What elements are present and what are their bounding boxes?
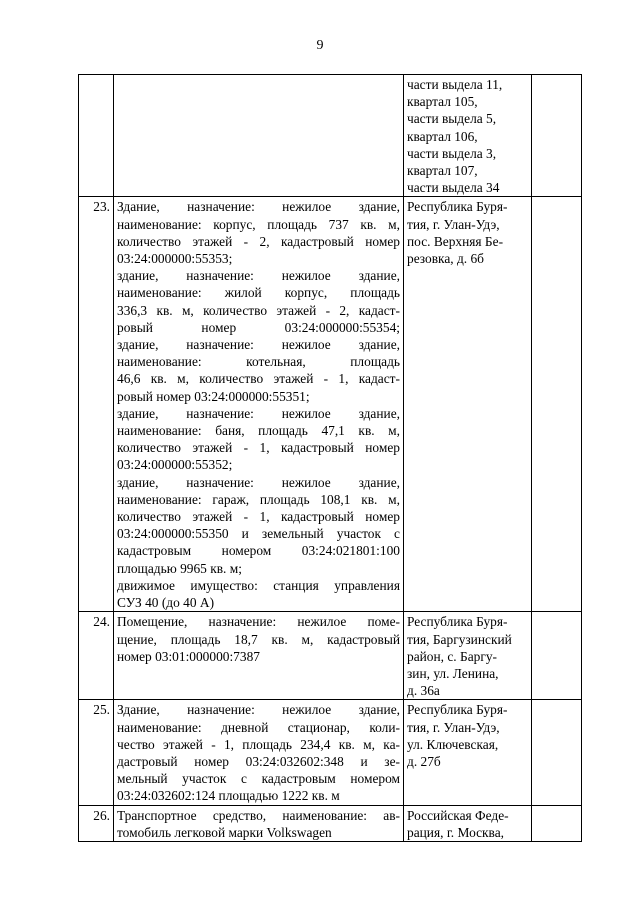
description-line: наименование: баня, площадь 47,1 кв. м, [117,423,400,439]
empty-column-cell [532,75,582,197]
empty-column-cell [532,805,582,841]
description-line: дастровый номер 03:24:032602:348 и зе- [117,753,400,769]
address-line: квартал 105, [407,94,478,110]
description-line: здание, назначение: нежилое здание, [117,268,400,284]
address-line: квартал 106, [407,128,478,144]
row-number: 25. [79,700,114,805]
table-row [79,75,582,197]
row-number [79,75,114,197]
description-line: движимое имущество: станция управления [117,577,400,593]
description-line: здание, назначение: нежилое здание, [117,474,400,490]
property-description [114,197,404,612]
description-line: наименование: котельная, площадь [117,354,400,370]
description-line: СУЗ 40 (до 40 А) [117,595,215,611]
description-line: количество этажей - 1, кадастровый номер [117,509,400,525]
description-line: ровый номер 03:24:000000:55354; [117,319,400,335]
address-line: д. 27б [407,753,441,769]
description-line: 03:24:000000:55350 и земельный участок с [117,526,400,542]
address-line: рация, г. Москва, [407,824,504,840]
property-description [114,612,404,700]
description-line: количество этажей - 1, кадастровый номер [117,440,400,456]
description-line: номер 03:01:000000:7387 [117,648,260,664]
description-line: чество этажей - 1, площадь 234,4 кв. м, ка- [117,736,400,752]
empty-column-cell [532,612,582,700]
address-line: квартал 107, [407,163,478,179]
description-line: кадастровым номером 03:24:021801:100 [117,543,400,559]
row-number: 23. [79,197,114,612]
property-description [114,75,404,197]
description-line: наименование: гараж, площадь 108,1 кв. м, [117,491,400,507]
page-number: 9 [316,38,324,53]
empty-column-cell [532,700,582,805]
table-row [79,612,582,700]
description-line: Помещение, назначение: нежилое поме- [117,614,400,630]
description-line: томобиль легковой марки Volkswagen [117,824,332,840]
address-line: тия, г. Улан-Удэ, [407,216,500,232]
description-line: 03:24:000000:55352; [117,457,233,473]
description-line: мельный участок с кадастровым номером [117,771,400,787]
description-line: здание, назначение: нежилое здание, [117,337,400,353]
description-line: площадью 9965 кв. м; [117,560,242,576]
property-address [404,612,532,700]
description-line: щение, площадь 18,7 кв. м, кадастровый [117,631,400,647]
row-number: 24. [79,612,114,700]
address-line: район, с. Баргу- [407,648,497,664]
description-line: наименование: дневной стационар, коли- [117,719,400,735]
row-number: 26. [79,805,114,841]
address-line: тия, Баргузинский [407,631,512,647]
description-line: 46,6 кв. м, количество этажей - 1, кадаст- [117,371,400,387]
property-table [78,74,582,842]
property-address [404,197,532,612]
address-line: Республика Буря- [407,199,508,215]
address-line: Республика Буря- [407,614,508,630]
property-address [404,805,532,841]
property-address [404,700,532,805]
address-line: Республика Буря- [407,702,508,718]
table-row [79,197,582,612]
address-line: Российская Феде- [407,807,509,823]
empty-column-cell [532,197,582,612]
description-line: Здание, назначение: нежилое здание, [117,702,400,718]
description-line: наименование: корпус, площадь 737 кв. м, [117,216,400,232]
description-line: 03:24:000000:55353; [117,251,233,267]
property-description [114,805,404,841]
property-table-body [79,75,582,842]
table-row [79,805,582,841]
description-line: Транспортное средство, наименование: ав- [117,807,400,823]
address-line: ул. Ключевская, [407,736,499,752]
address-line: д. 36а [407,683,440,699]
table-row [79,700,582,805]
address-line: части выдела 3, [407,145,497,161]
address-line: части выдела 11, [407,77,503,92]
address-line: зин, ул. Ленина, [407,665,499,681]
address-line: тия, г. Улан-Удэ, [407,719,500,735]
address-line: части выдела 34 [407,180,500,196]
description-line: количество этажей - 2, кадастровый номер [117,233,400,249]
property-address [404,75,532,197]
description-line: наименование: жилой корпус, площадь [117,285,400,301]
address-line: пос. Верхняя Бе- [407,233,504,249]
address-line: части выдела 5, [407,111,497,127]
description-line: 03:24:032602:124 площадью 1222 кв. м [117,788,340,804]
description-line: 336,3 кв. м, количество этажей - 2, кадаст- [117,302,400,318]
description-line: здание, назначение: нежилое здание, [117,405,400,421]
description-line: Здание, назначение: нежилое здание, [117,199,400,215]
property-description [114,700,404,805]
address-line: резовка, д. 6б [407,251,484,267]
description-line: ровый номер 03:24:000000:55351; [117,388,310,404]
